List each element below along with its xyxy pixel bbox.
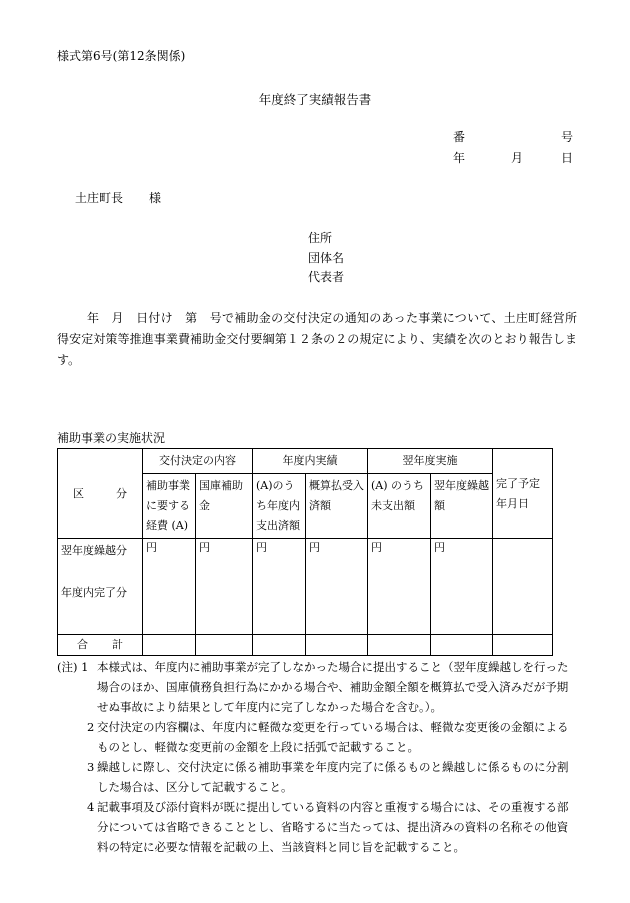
header-gaisan: 概算払受入済額 (306, 474, 368, 539)
note-1: (注) 1 本様式は、年度内に補助事業が完了しなかった場合に提出すること（翌年度繰越しを行った場合のほか、国庫債務負担行為にかかる場合や、補助金額全額を概算払で受入済みだが予期せぬ事故により結果として年度内に完了しなかった場合を含む。）。 (57, 660, 569, 714)
total-a-nendonai (253, 635, 306, 656)
implementation-table (57, 448, 553, 656)
section-title: 補助事業の実施状況 (57, 431, 166, 445)
cell-gaisan: 円 (306, 539, 368, 635)
cell-hojo-keihi: 円 (143, 539, 196, 635)
header-hojo-keihi: 補助事業に要する経費 (A) (143, 474, 196, 539)
addressee-name: 土庄町長 (75, 191, 124, 205)
form-number: 様式第6号(第12条関係) (57, 49, 186, 63)
header-nendonai-jisseki: 年度内実績 (253, 449, 368, 474)
cell-kurikoshi: 円 (431, 539, 493, 635)
row-label-kurikoshi: 翌年度繰越分 (61, 544, 127, 557)
row-labels (58, 539, 143, 635)
cell-a-mishishutsu: 円 (368, 539, 431, 635)
header-kokko-hojokin: 国庫補助金 (196, 474, 253, 539)
total-a-mishishutsu (368, 635, 431, 656)
header-kurikoshi-gaku: 翌年度繰越額 (431, 474, 493, 539)
header-kofu-kettei: 交付決定の内容 (143, 449, 253, 474)
header-kanryo-yotei: 完了予定年月日 (493, 449, 553, 539)
month-label: 月 (510, 151, 523, 165)
header-a-mishishutsu: (A) のうち未支出額 (368, 474, 431, 539)
go-label: 号 (560, 130, 573, 144)
total-kokko (196, 635, 253, 656)
body-text: 年 月 日付け 第 号で補助金の交付決定の通知のあった事業について、土庄町経営所得安定対策等推進事業費補助金交付要綱第１２条の２の規定により、実績を次のとおり報告します。 (57, 311, 577, 367)
reference-date (453, 152, 573, 164)
total-gaisan (306, 635, 368, 656)
row-label-nendonai: 年度内完了分 (61, 586, 127, 599)
header-a-nendonai: (A)のうち年度内支出済額 (253, 474, 306, 539)
note-3: 3 繰越しに際し、交付決定に係る補助事業を年度内完了に係るものと繰越しに係るものに分割した場合は、区分して記載すること。 (87, 760, 569, 794)
addressee (75, 192, 161, 204)
year-label: 年 (453, 151, 466, 165)
total-label: 合 計 (58, 635, 143, 656)
organization-label: 団体名 (308, 251, 345, 265)
cell-kokko: 円 (196, 539, 253, 635)
notes (57, 657, 577, 857)
note-2: 2 交付決定の内容欄は、年度内に軽微な変更を行っている場合は、軽微な変更後の金額によるものとし、軽微な変更前の金額を上段に括弧で記載すること。 (87, 720, 569, 754)
cell-kanryo (493, 539, 553, 635)
address-label: 住所 (308, 231, 333, 245)
total-hojo-keihi (143, 635, 196, 656)
note-4: 4 記載事項及び添付資料が既に提出している資料の内容と重複する場合には、その重複する部分については省略できることとし、省略するに当たっては、提出済みの資料の名称その他資料の特定に必要な情報を記載の上、当該資料と同じ旨を記載すること。 (87, 800, 569, 854)
representative-label: 代表者 (308, 270, 345, 284)
total-kanryo (493, 635, 553, 656)
header-yokunendo-jisshi: 翌年度実施 (368, 449, 493, 474)
addressee-honorific: 様 (149, 191, 162, 205)
day-label: 日 (560, 151, 573, 165)
reference-number (453, 131, 573, 143)
kubun-header: 区 分 (58, 449, 143, 539)
ban-label: 番 (453, 130, 466, 144)
total-kurikoshi (431, 635, 493, 656)
cell-a-nendonai: 円 (253, 539, 306, 635)
document-title: 年度終了実績報告書 (258, 92, 372, 107)
